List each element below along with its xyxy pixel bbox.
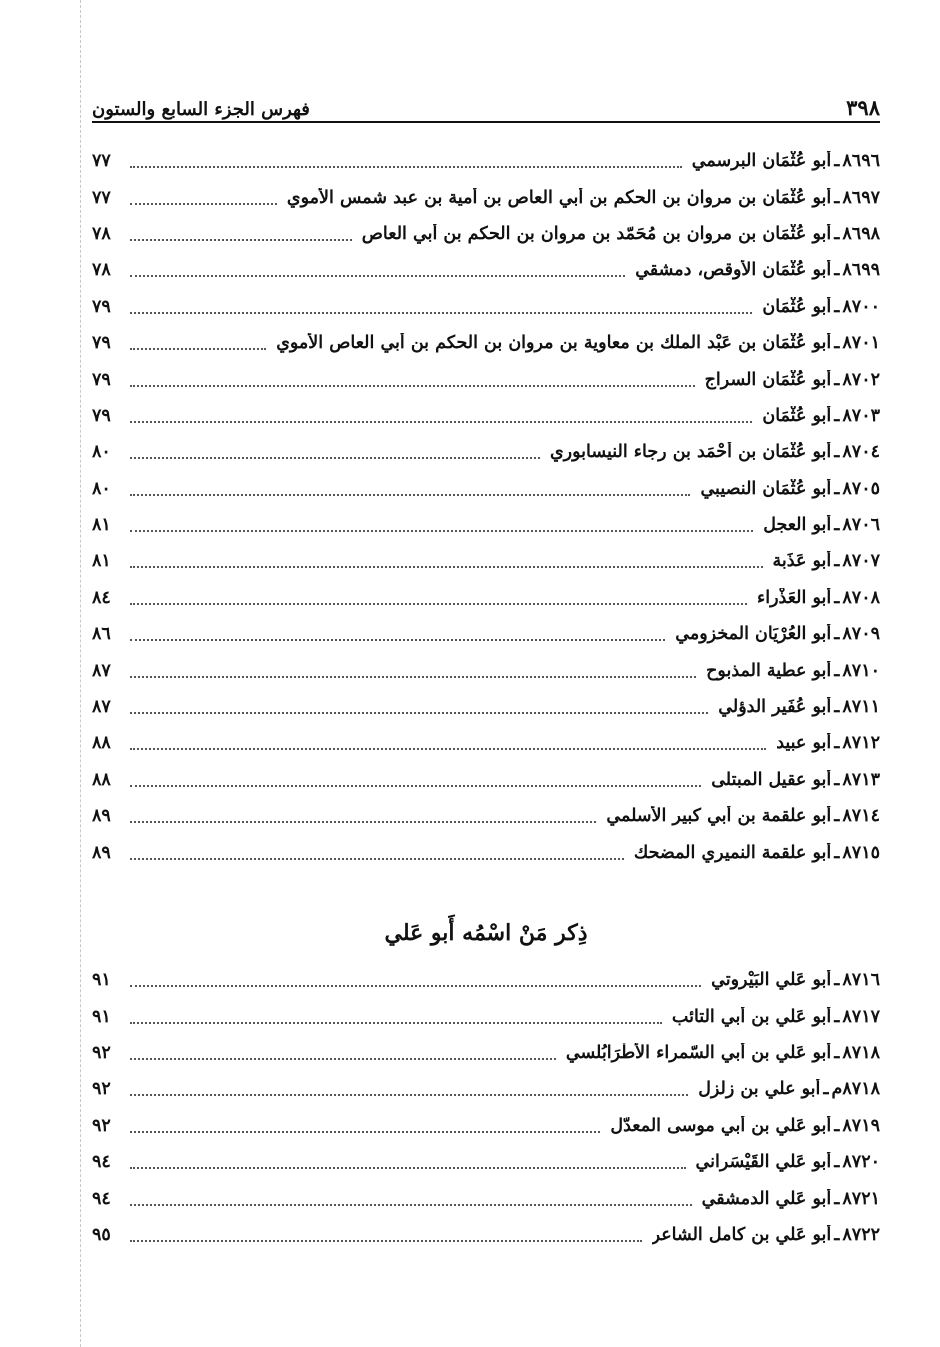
entry-number: ٨٧١٦ — [842, 970, 880, 991]
dot-leader — [130, 166, 682, 168]
entry-number: ٨٧١٧ — [842, 1006, 880, 1027]
entry-page-number: ٨٦ — [92, 624, 111, 645]
entry-page-number: ٨٩ — [92, 806, 111, 827]
entry-number: ٨٦٩٦ — [842, 151, 880, 172]
entry-number: ٨٧١٠ — [842, 660, 880, 681]
entry-name: أَبو علقمة بن أَبي كبير الأسلمي — [606, 806, 832, 827]
entry-number: ٨٦٩٨ — [842, 223, 880, 244]
entry-number: ٨٧١٨م — [831, 1079, 880, 1100]
index-entry — [92, 1217, 880, 1253]
dot-leader — [130, 858, 624, 860]
entry-name: أَبو عُثْمَان السراج — [704, 369, 832, 390]
entry-name: أَبو عَلي بن أَبي موسى المعدّل — [610, 1115, 832, 1136]
entry-separator: ـ — [834, 1006, 840, 1027]
entry-number: ٨٧٢٢ — [842, 1224, 880, 1245]
dot-leader — [130, 821, 596, 823]
entry-page-number: ٩٢ — [92, 1079, 111, 1100]
index-entry — [92, 325, 880, 361]
entry-number: ٨٧٠٥ — [842, 478, 880, 499]
entry-separator: ـ — [823, 1079, 829, 1100]
header-rule — [92, 121, 880, 123]
dot-leader — [130, 530, 753, 532]
index-entry — [92, 543, 880, 579]
entry-page-number: ٩٤ — [92, 1188, 111, 1209]
entry-name: أَبو عُثْمَان بن مروان بن الحكم بن أَبي العاص بن أمية بن عبد شمس الأموي — [286, 187, 832, 208]
entry-number: ٨٧٢١ — [842, 1188, 880, 1209]
dot-leader — [130, 1094, 688, 1096]
index-entry — [92, 762, 880, 798]
dot-leader — [130, 1204, 692, 1206]
entry-page-number: ٧٩ — [92, 333, 111, 354]
entry-number: ٨٧٠٨ — [842, 587, 880, 608]
dot-leader — [130, 1131, 600, 1133]
entry-separator: ـ — [834, 1188, 840, 1209]
entry-page-number: ٧٩ — [92, 405, 111, 426]
index-entry — [92, 798, 880, 834]
entry-name: أَبو عَلي القَيْسَراني — [695, 1152, 832, 1173]
entry-number: ٨٧٠٢ — [842, 369, 880, 390]
entry-separator: ـ — [834, 1224, 840, 1245]
section-heading: ذِكر مَنْ اسْمُه أَبو عَلي — [384, 920, 588, 946]
index-entry — [92, 1144, 880, 1180]
index-entry — [92, 962, 880, 998]
entry-separator: ـ — [834, 223, 840, 244]
entry-name: أبو علي بن زلزل — [698, 1079, 821, 1100]
entry-number: ٨٧٠١ — [842, 333, 880, 354]
dot-leader — [130, 421, 752, 423]
index-entry — [92, 998, 880, 1034]
index-entry — [92, 361, 880, 397]
entry-number: ٨٧١٥ — [842, 842, 880, 863]
dot-leader — [130, 312, 752, 314]
entry-name: أَبو عُثْمَان بن مروان بن مُحَمّد بن مروان بن الحكم بن أَبي العاص — [361, 223, 832, 244]
entry-number: ٨٦٩٧ — [842, 187, 880, 208]
entry-number: ٨٧١٤ — [842, 806, 880, 827]
entry-name: أَبو عطية المذبوح — [706, 660, 832, 681]
entry-name: أَبو علقمة النميري المضحك — [633, 842, 832, 863]
entry-page-number: ٨٨ — [92, 769, 111, 790]
index-entry — [92, 689, 880, 725]
entry-separator: ـ — [834, 806, 840, 827]
index-entry — [92, 216, 880, 252]
entry-separator: ـ — [834, 442, 840, 463]
dot-leader — [130, 566, 763, 568]
entry-page-number: ٧٧ — [92, 151, 111, 172]
index-entry — [92, 616, 880, 652]
dot-leader — [130, 203, 277, 205]
entry-separator: ـ — [834, 660, 840, 681]
entry-page-number: ٩٥ — [92, 1224, 111, 1245]
page-header — [92, 86, 880, 120]
index-entry — [92, 580, 880, 616]
entry-name: أَبو عَذَبة — [772, 551, 832, 572]
entry-separator: ـ — [834, 333, 840, 354]
dot-leader — [130, 385, 695, 387]
entry-name: أَبو عبيد — [776, 733, 832, 754]
entry-separator: ـ — [834, 551, 840, 572]
entry-page-number: ٨٧ — [92, 697, 111, 718]
dot-leader — [130, 457, 540, 459]
dot-leader — [130, 239, 352, 241]
entry-name: أَبو عُثْمَان — [762, 296, 832, 317]
entry-name: أَبو عُثْمَان الأوقص، دمشقي — [635, 260, 832, 281]
entry-page-number: ٨٠ — [92, 478, 111, 499]
dot-leader — [130, 1240, 642, 1242]
entry-page-number: ٨٩ — [92, 842, 111, 863]
entry-name: أَبو عَلي بن كامل الشاعر — [651, 1224, 832, 1245]
dot-leader — [130, 1022, 662, 1024]
entry-separator: ـ — [834, 733, 840, 754]
entry-name: أَبو عَلي الدمشقي — [701, 1188, 832, 1209]
entry-page-number: ٨١ — [92, 551, 111, 572]
entry-separator: ـ — [834, 260, 840, 281]
entry-name: أَبو عُفَير الدؤلي — [718, 697, 832, 718]
index-entry — [92, 1108, 880, 1144]
entry-separator: ـ — [834, 1042, 840, 1063]
entry-number: ٨٧٠٠ — [842, 296, 880, 317]
margin-guide-line — [80, 0, 81, 1347]
entry-separator: ـ — [834, 769, 840, 790]
entry-separator: ـ — [834, 970, 840, 991]
entry-page-number: ٩٢ — [92, 1042, 111, 1063]
entry-name: أَبو عقيل المبتلى — [711, 769, 832, 790]
entry-page-number: ٧٨ — [92, 260, 111, 281]
dot-leader — [130, 748, 766, 750]
dot-leader — [130, 275, 625, 277]
index-entry — [92, 289, 880, 325]
entry-separator: ـ — [834, 187, 840, 208]
index-entry — [92, 725, 880, 761]
index-entry — [92, 179, 880, 215]
entry-page-number: ٨٧ — [92, 660, 111, 681]
entry-number: ٨٧٢٠ — [842, 1152, 880, 1173]
dot-leader — [130, 785, 701, 787]
dot-leader — [130, 348, 266, 350]
index-entry — [92, 652, 880, 688]
entry-name: أَبو عُثْمَان بن عَبْد الملك بن معاوية بن مروان بن الحكم بن أَبي العاص الأموي — [276, 333, 832, 354]
entry-separator: ـ — [834, 151, 840, 172]
entry-name: أَبو عُثْمَان بن أَحْمَد بن رجاء النيسابوري — [549, 442, 832, 463]
entry-page-number: ٨٨ — [92, 733, 111, 754]
entry-number: ٨٧١٨ — [842, 1042, 880, 1063]
entry-separator: ـ — [834, 1115, 840, 1136]
dot-leader — [130, 712, 708, 714]
entry-name: أَبو عُثْمَان النصيبي — [700, 478, 832, 499]
dot-leader — [130, 639, 665, 641]
index-entries-list — [92, 143, 880, 871]
entry-page-number: ٧٨ — [92, 223, 111, 244]
entry-page-number: ٩٤ — [92, 1152, 111, 1173]
entry-number: ٨٧٠٤ — [842, 442, 880, 463]
entry-separator: ـ — [834, 697, 840, 718]
index-entry — [92, 507, 880, 543]
entry-name: أَبو العَذْراء — [757, 587, 832, 608]
entry-page-number: ٧٧ — [92, 187, 111, 208]
entry-name: أَبو عَلي بن أَبي السّمراء الأَطْرَابُلسي — [565, 1042, 832, 1063]
entry-number: ٨٧١٩ — [842, 1115, 880, 1136]
entry-number: ٨٧٠٦ — [842, 515, 880, 536]
entry-separator: ـ — [834, 478, 840, 499]
index-entry — [92, 471, 880, 507]
dot-leader — [130, 1167, 686, 1169]
entry-name: أَبو عُثْمَان البرسمي — [691, 151, 832, 172]
entry-number: ٨٧١١ — [842, 697, 880, 718]
entry-name: أَبو العُرْيَان المخزومي — [675, 624, 832, 645]
entry-name: أَبو عُثْمَان — [762, 405, 832, 426]
entry-separator: ـ — [834, 296, 840, 317]
entry-page-number: ٩١ — [92, 1006, 111, 1027]
index-entry — [92, 252, 880, 288]
entry-number: ٨٧١٢ — [842, 733, 880, 754]
entry-name: أَبو عَلي البَيْروتي — [711, 970, 832, 991]
entry-page-number: ٧٩ — [92, 296, 111, 317]
entry-number: ٨٧١٣ — [842, 769, 880, 790]
page-number: ٣٩٨ — [846, 95, 880, 120]
dot-leader — [130, 603, 747, 605]
index-entry — [92, 434, 880, 470]
dot-leader — [130, 494, 690, 496]
index-entry — [92, 834, 880, 870]
entry-separator: ـ — [834, 624, 840, 645]
entry-number: ٨٧٠٩ — [842, 624, 880, 645]
dot-leader — [130, 676, 696, 678]
entry-page-number: ٨١ — [92, 515, 111, 536]
section-entries-list — [92, 962, 880, 1253]
dot-leader — [130, 985, 701, 987]
entry-page-number: ٧٩ — [92, 369, 111, 390]
entry-number: ٨٧٠٣ — [842, 405, 880, 426]
entry-page-number: ٨٤ — [92, 587, 111, 608]
entry-name: أَبو العجل — [763, 515, 832, 536]
entry-number: ٨٧٠٧ — [842, 551, 880, 572]
entry-separator: ـ — [834, 515, 840, 536]
index-entry — [92, 1180, 880, 1216]
entry-separator: ـ — [834, 587, 840, 608]
entry-separator: ـ — [834, 842, 840, 863]
entry-name: أَبو عَلي بن أَبي التائب — [671, 1006, 832, 1027]
entry-page-number: ٩١ — [92, 970, 111, 991]
entry-page-number: ٩٢ — [92, 1115, 111, 1136]
index-entry — [92, 1071, 880, 1107]
entry-page-number: ٨٠ — [92, 442, 111, 463]
entry-number: ٨٦٩٩ — [842, 260, 880, 281]
dot-leader — [130, 1058, 556, 1060]
index-entry — [92, 143, 880, 179]
index-entry — [92, 1035, 880, 1071]
entry-separator: ـ — [834, 405, 840, 426]
entry-separator: ـ — [834, 1152, 840, 1173]
index-entry — [92, 398, 880, 434]
running-title: فهرس الجزء السابع والستون — [92, 99, 310, 120]
entry-separator: ـ — [834, 369, 840, 390]
